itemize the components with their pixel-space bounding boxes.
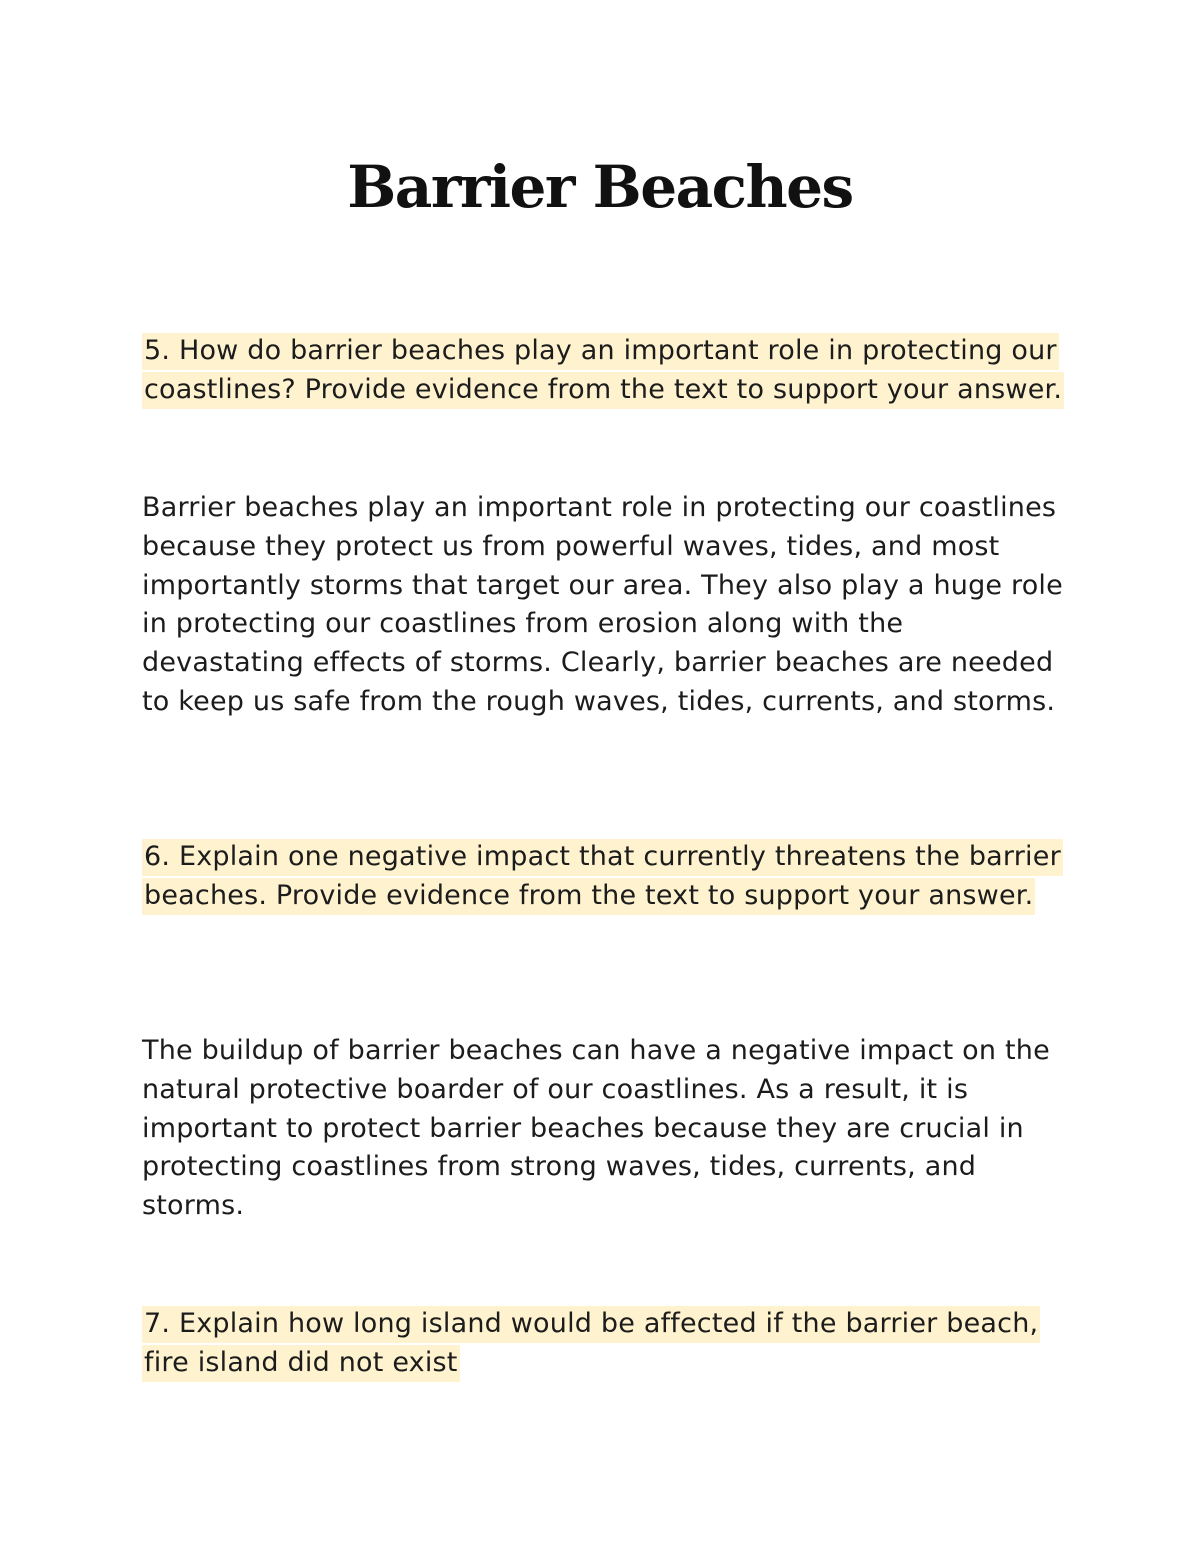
question-6-text: 6. Explain one negative impact that currently threatens the barrier beaches. Provide evidence from the text to support your answer. xyxy=(142,839,1063,915)
page-title: Barrier Beaches xyxy=(347,153,853,221)
question-6 xyxy=(142,838,1072,916)
question-7-text: 7. Explain how long island would be affected if the barrier beach, fire island did not exist xyxy=(142,1306,1040,1382)
question-5 xyxy=(142,332,1072,410)
question-7 xyxy=(142,1305,1072,1383)
answer-6: The buildup of barrier beaches can have a negative impact on the natural protective boarder of our coastlines. As a result, it is important to protect barrier beaches because they are crucial in protecting coastlines from strong waves, tides, currents, and storms. xyxy=(142,1035,1050,1222)
answer-5: Barrier beaches play an important role in protecting our coastlines because they protect us from powerful waves, tides, and most importantly storms that target our area. They also play a huge role in protecting our coastlines from erosion along with the devastating effects of storms. Clearly, barrier beaches are needed to keep us safe from the rough waves, tides, currents, and storms. xyxy=(142,492,1063,717)
question-5-text: 5. How do barrier beaches play an important role in protecting our coastlines? Provide evidence from the text to support your answer. xyxy=(142,333,1064,409)
